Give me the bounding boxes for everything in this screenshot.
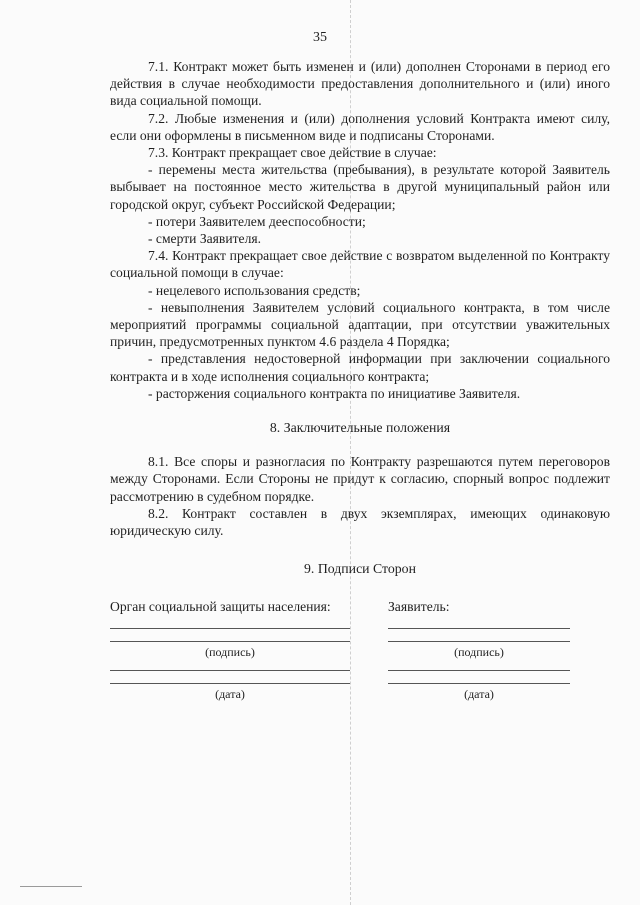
clause-7-4-item: - нецелевого использования средств;: [148, 282, 361, 298]
clause-7-3-item: - смерти Заявителя.: [148, 231, 262, 247]
clause-7-4-item: - расторжения социального контракта по инициативе Заявителя.: [148, 385, 521, 401]
section-9-heading: 9. Подписи Сторон: [304, 561, 416, 577]
clause-7-1: 7.1. Контракт может быть изменен и (или) дополнен Сторонами в период его действия в случае необходимости предоставления дополнительного и (или) иного вида социальной помощи.: [110, 59, 610, 109]
date-line: [388, 683, 570, 684]
authority-title: Орган социальной защиты населения:: [110, 599, 331, 615]
signature-line: [110, 641, 350, 642]
signature-caption: (подпись): [205, 644, 255, 659]
signature-line: [388, 641, 570, 642]
date-line: [110, 670, 350, 671]
authority-signature-column: [110, 598, 350, 700]
clause-7-3-item: - перемены места жительства (пребывания), в результате которой Заявитель выбывает на постоянное место жительства в другой муниципальный район или городской округ, субъект Российской Федерации;: [110, 162, 610, 212]
clause-7-4-item: - невыполнения Заявителем условий социального контракта, в том числе мероприятий программы социальной адаптации, при отсутствии уважительных причин, предусмотренных пунктом 4.6 раздела 4 Порядка;: [110, 299, 610, 350]
signature-line: [110, 628, 350, 629]
applicant-title: Заявитель:: [388, 599, 450, 615]
clause-7-2: 7.2. Любые изменения и (или) дополнения условий Контракта имеют силу, если они оформлены в письменном виде и подписаны Сторонами.: [110, 110, 610, 143]
clause-8-1: 8.1. Все споры и разногласия по Контракту разрешаются путем переговоров между Сторонами. Если Стороны не придут к согласию, спорный вопрос подлежит рассмотрению в судебном порядке.: [110, 454, 610, 504]
date-caption: (дата): [464, 686, 494, 701]
signature-line: [388, 628, 570, 629]
date-caption: (дата): [215, 686, 245, 701]
signature-block: [110, 598, 610, 738]
page-number: 35: [313, 30, 327, 45]
clause-7-3-item: - потери Заявителем дееспособности;: [148, 213, 366, 229]
document-body: [110, 58, 610, 738]
clause-7-4: 7.4. Контракт прекращает свое действие с возвратом выделенной по Контракту социальной помощи в случае:: [110, 248, 610, 281]
applicant-signature-column: [388, 598, 570, 700]
section-8-heading: 8. Заключительные положения: [269, 420, 451, 436]
signature-caption: (подпись): [454, 644, 504, 659]
scan-margin-mark: [20, 886, 82, 887]
clause-7-3: 7.3. Контракт прекращает свое действие в случае:: [148, 145, 437, 161]
date-line: [388, 670, 570, 671]
clause-7-4-item: - представления недостоверной информации при заключении социального контракта и в ходе исполнения социального контракта;: [110, 351, 610, 384]
date-line: [110, 683, 350, 684]
clause-8-2: 8.2. Контракт составлен в двух экземплярах, имеющих одинаковую юридическую силу.: [110, 505, 610, 539]
